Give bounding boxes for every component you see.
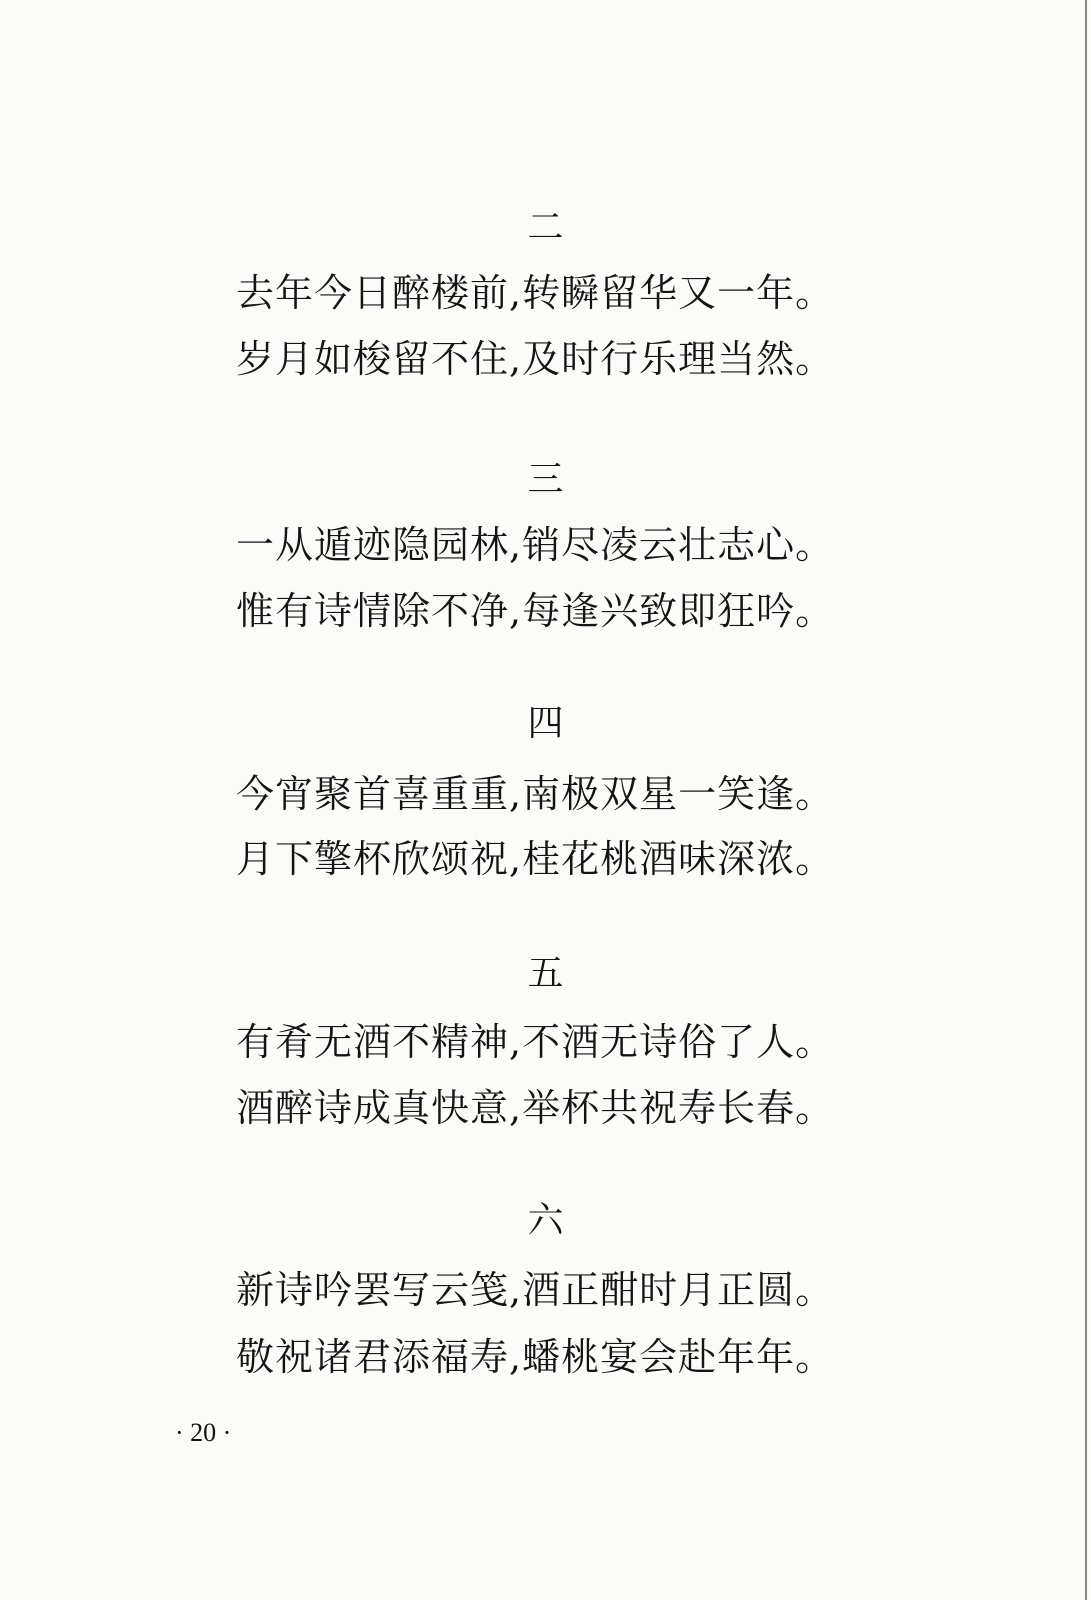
poem-line: 有肴无酒不精神,不酒无诗俗了人。 <box>236 1020 835 1064</box>
poem-number: 三 <box>527 459 564 500</box>
poem-number: 五 <box>527 953 564 994</box>
poem-line: 月下擎杯欣颂祝,桂花桃酒味深浓。 <box>236 837 835 881</box>
poem-line: 酒醉诗成真快意,举杯共祝寿长春。 <box>236 1086 835 1130</box>
poem-number: 二 <box>527 207 564 248</box>
poem-line: 新诗吟罢写云笺,酒正酣时月正圆。 <box>236 1268 835 1312</box>
poem-line: 岁月如梭留不住,及时行乐理当然。 <box>236 337 835 381</box>
poem-line: 今宵聚首喜重重,南极双星一笑逢。 <box>236 772 835 816</box>
poem-line: 去年今日醉楼前,转瞬留华又一年。 <box>236 271 835 315</box>
page-number: · 20 · <box>175 1418 232 1447</box>
poem-number: 四 <box>527 703 564 744</box>
poem-number: 六 <box>527 1200 564 1241</box>
poem-line: 敬祝诸君添福寿,蟠桃宴会赴年年。 <box>236 1335 835 1379</box>
poem-line: 一从遁迹隐园林,销尽凌云壮志心。 <box>236 523 835 567</box>
poem-line: 惟有诗情除不净,每逢兴致即狂吟。 <box>236 589 835 633</box>
page-edge <box>1085 0 1087 1600</box>
